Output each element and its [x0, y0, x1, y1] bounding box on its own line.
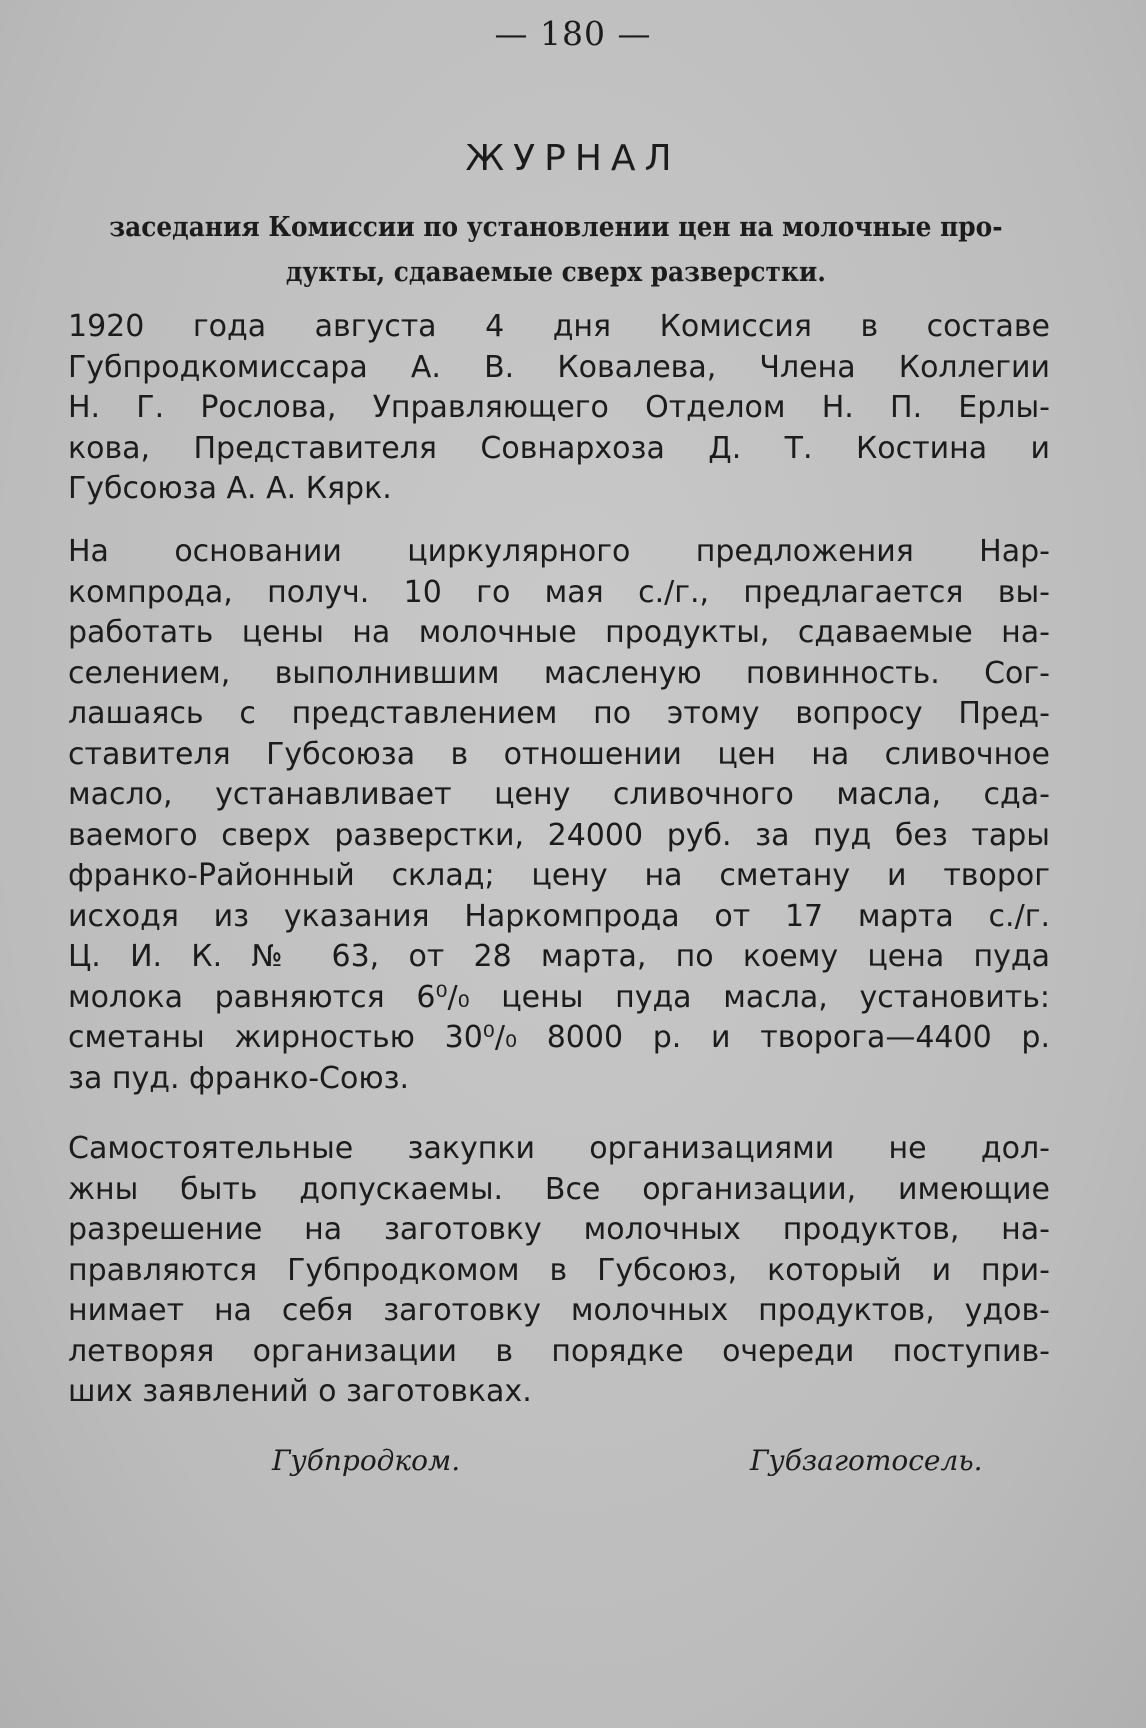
- text-line: Ц. И. К. № 63, от 28 марта, по коему цена пуда: [68, 939, 1050, 974]
- text-line: 1920 года августа 4 дня Комиссия в составе: [68, 309, 1050, 344]
- text-line: масло, устанавливает цену сливочного масла, сда-: [68, 777, 1050, 812]
- paragraph-3: [68, 1129, 1050, 1413]
- text-line: франко-Районный склад; цену на сметану и творог: [68, 858, 1050, 893]
- text-line: жны быть допускаемы. Все организации, имеющие: [68, 1171, 1050, 1207]
- text-line: сметаны жирностью 30⁰/₀ 8000 р. и творога—4400 р.: [68, 1020, 1050, 1055]
- text-line: исходя из указания Наркомпрода от 17 марта с./г.: [68, 898, 1050, 934]
- paragraph-2: [68, 532, 1050, 1099]
- subtitle-line: дукты, сдаваемые сверх разверстки.: [285, 257, 826, 288]
- text-line: ших заявлений о заготовках.: [68, 1374, 532, 1409]
- text-line: селением, выполнившим масленую повинность. Сог-: [68, 655, 1050, 691]
- text-line: Губпродкомиссара А. В. Ковалева, Члена Коллегии: [68, 349, 1050, 385]
- text-line: правляются Губпродкомом в Губсоюз, который и при-: [68, 1252, 1050, 1288]
- text-line: разрешение на заготовку молочных продуктов, на-: [68, 1212, 1050, 1247]
- text-line: ставителя Губсоюза в отношении цен на сливочное: [68, 736, 1050, 772]
- signature-left: Губпродком.: [272, 1444, 461, 1477]
- text-line: лашаясь с представлением по этому вопросу Пред-: [68, 696, 1050, 731]
- text-line: кова, Представителя Совнархоза Д. Т. Костина и: [68, 430, 1050, 466]
- signature-right: Губзаготосель.: [750, 1444, 983, 1477]
- text-line: молока равняются 6⁰/₀ цены пуда масла, установить:: [68, 979, 1050, 1015]
- paragraph-1: [68, 307, 1050, 510]
- document-subtitle: [66, 205, 1046, 295]
- text-line: нимает на себя заготовку молочных продуктов, удов-: [68, 1293, 1050, 1328]
- text-line: Губсоюза А. А. Кярк.: [68, 471, 392, 506]
- document-title: ЖУРНАЛ: [465, 138, 681, 179]
- text-line: На основании циркулярного предложения Нар-: [68, 534, 1050, 569]
- text-line: летворяя организации в порядке очереди поступив-: [68, 1333, 1050, 1369]
- text-line: компрода, получ. 10 го мая с./г., предлагается вы-: [68, 574, 1050, 610]
- text-line: Н. Г. Рослова, Управляющего Отделом Н. П. Ерлы-: [68, 390, 1050, 425]
- text-line: работать цены на молочные продукты, сдаваемые на-: [68, 615, 1050, 650]
- page-number: — 180 —: [494, 14, 652, 53]
- text-line: Самостоятельные закупки организациями не дол-: [68, 1131, 1050, 1166]
- subtitle-line: заседания Комиссии по установлении цен на молочные про-: [109, 212, 1003, 243]
- text-line: за пуд. франко-Союз.: [68, 1060, 410, 1096]
- text-line: ваемого сверх разверстки, 24000 руб. за пуд без тары: [68, 817, 1050, 853]
